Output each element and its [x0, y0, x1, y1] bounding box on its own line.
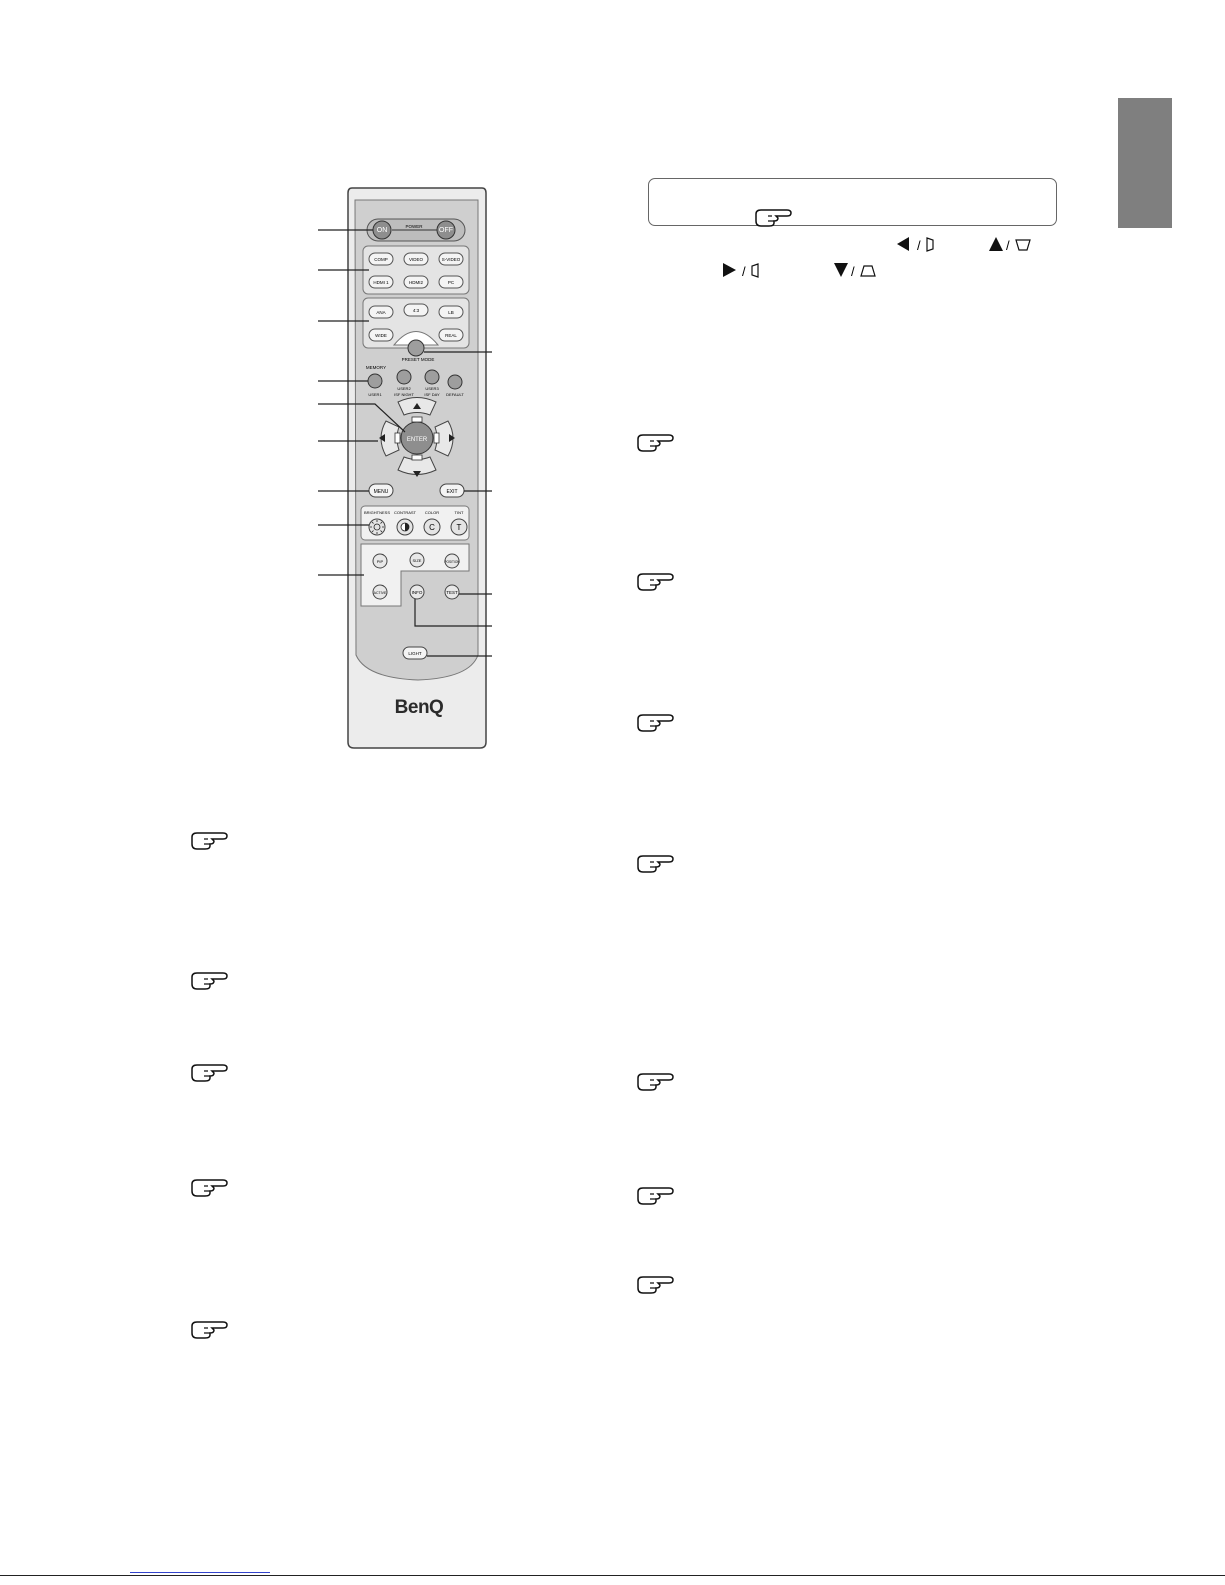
pointing-hand-icon [636, 710, 676, 732]
memory-default-button[interactable] [448, 375, 462, 389]
enter-label: ENTER [406, 437, 428, 443]
power-label: POWER [405, 224, 423, 229]
arrow-up-icon [989, 237, 1003, 251]
svg-text:/: / [851, 264, 855, 279]
keystone-shape-icon [752, 264, 758, 277]
svg-text:ACTIVE: ACTIVE [373, 591, 387, 595]
footer-link-underline[interactable] [130, 1572, 270, 1573]
svg-text:/: / [1006, 238, 1010, 253]
svg-text:VIDEO: VIDEO [408, 257, 424, 262]
power-off-label: OFF [439, 227, 453, 234]
svg-text:PC: PC [447, 280, 455, 285]
pointing-hand-icon [190, 1060, 230, 1082]
exit-button[interactable] [440, 484, 464, 497]
pointing-hand-icon [754, 205, 794, 227]
memory-label: MEMORY [365, 365, 387, 370]
svg-text:HDMI2: HDMI2 [408, 280, 424, 285]
svg-text:/: / [742, 264, 746, 279]
svg-text:USER1: USER1 [368, 392, 382, 397]
svg-text:EXIT: EXIT [446, 489, 458, 495]
remote-control-illustration [300, 180, 500, 755]
source-button-hdmi1[interactable] [369, 276, 393, 288]
svg-text:LB: LB [448, 310, 454, 315]
svg-text:DEFAULT: DEFAULT [446, 392, 464, 397]
pointing-hand-icon [190, 968, 230, 990]
menu-button[interactable] [369, 484, 393, 497]
preset-mode-label: PRESET MODE [401, 357, 435, 362]
arrow-right-icon [723, 263, 736, 277]
memory-user1-button[interactable] [368, 374, 382, 388]
pointing-hand-icon [636, 430, 676, 452]
pointing-hand-icon [636, 1183, 676, 1205]
memory-user3-button[interactable] [425, 370, 439, 384]
pointing-hand-icon [190, 1317, 230, 1339]
preset-mode-button[interactable] [408, 340, 424, 356]
svg-text:TINT: TINT [454, 510, 464, 515]
svg-text:TEST: TEST [446, 590, 458, 595]
keystone-shape-icon [927, 238, 933, 251]
keystone-up-symbol [987, 236, 1037, 254]
brightness-button[interactable] [369, 519, 385, 535]
keystone-down-symbol [832, 262, 882, 280]
svg-text:HDMI 1: HDMI 1 [373, 280, 389, 285]
aspect-button-4-3[interactable] [404, 304, 428, 316]
pip-size-button[interactable] [410, 553, 424, 567]
memory-user2-button[interactable] [397, 370, 411, 384]
svg-text:PIP: PIP [376, 559, 384, 564]
source-button-video[interactable] [404, 253, 428, 265]
color-button[interactable] [424, 519, 440, 535]
pointing-hand-icon [636, 1069, 676, 1091]
pointing-hand-icon [636, 851, 676, 873]
info-button[interactable] [410, 585, 424, 599]
source-button-svideo[interactable] [439, 253, 463, 265]
pointing-hand-icon [636, 569, 676, 591]
source-button-hdmi2[interactable] [404, 276, 428, 288]
svg-text:SIZE: SIZE [412, 558, 422, 563]
note-box [648, 178, 1057, 226]
aspect-button-lb[interactable] [439, 306, 463, 318]
svg-text:BRIGHTNESS: BRIGHTNESS [363, 510, 391, 515]
svg-text:WIDE: WIDE [375, 333, 387, 338]
tint-button[interactable] [451, 519, 467, 535]
section-tab [1118, 98, 1172, 228]
arrow-left-icon [897, 237, 909, 251]
footer-rule [0, 1575, 1225, 1576]
svg-text:COMP: COMP [374, 257, 388, 262]
source-button-pc[interactable] [439, 276, 463, 288]
svg-text:ISF NIGHT: ISF NIGHT [394, 392, 414, 397]
light-button[interactable] [403, 647, 427, 659]
power-on-label: ON [376, 227, 388, 234]
aspect-button-wide[interactable] [369, 329, 393, 341]
brand-logo: BenQ [394, 697, 444, 718]
keystone-shape-icon [861, 266, 875, 276]
pointing-hand-icon [190, 828, 230, 850]
keystone-left-symbol [895, 236, 945, 254]
aspect-button-ana[interactable] [369, 306, 393, 318]
svg-text:MENU: MENU [373, 489, 389, 495]
arrow-down-icon [834, 263, 848, 277]
svg-text:POSITION: POSITION [444, 560, 460, 564]
svg-text:4:3: 4:3 [412, 308, 420, 313]
svg-text:ISF DAY: ISF DAY [424, 392, 440, 397]
svg-text:T: T [456, 523, 462, 532]
pip-button[interactable] [373, 554, 387, 568]
svg-text:COLOR: COLOR [424, 510, 440, 515]
svg-text:USER3: USER3 [425, 386, 439, 391]
pip-active-button[interactable] [373, 585, 387, 599]
svg-text:/: / [917, 238, 921, 253]
contrast-button[interactable] [397, 519, 413, 535]
svg-text:USER2: USER2 [397, 386, 411, 391]
test-button[interactable] [445, 585, 459, 599]
aspect-button-real[interactable] [439, 329, 463, 341]
svg-text:S-VIDEO: S-VIDEO [441, 257, 461, 262]
keystone-right-symbol [720, 262, 770, 280]
svg-text:INFO: INFO [411, 590, 423, 595]
source-button-comp[interactable] [369, 253, 393, 265]
svg-text:CONTRAST: CONTRAST [394, 510, 416, 515]
svg-text:C: C [429, 523, 435, 532]
pointing-hand-icon [636, 1272, 676, 1294]
svg-text:ANA: ANA [376, 310, 386, 315]
svg-text:REAL: REAL [445, 333, 457, 338]
keystone-shape-icon [1016, 240, 1030, 250]
svg-text:LIGHT: LIGHT [408, 651, 422, 656]
pointing-hand-icon [190, 1175, 230, 1197]
